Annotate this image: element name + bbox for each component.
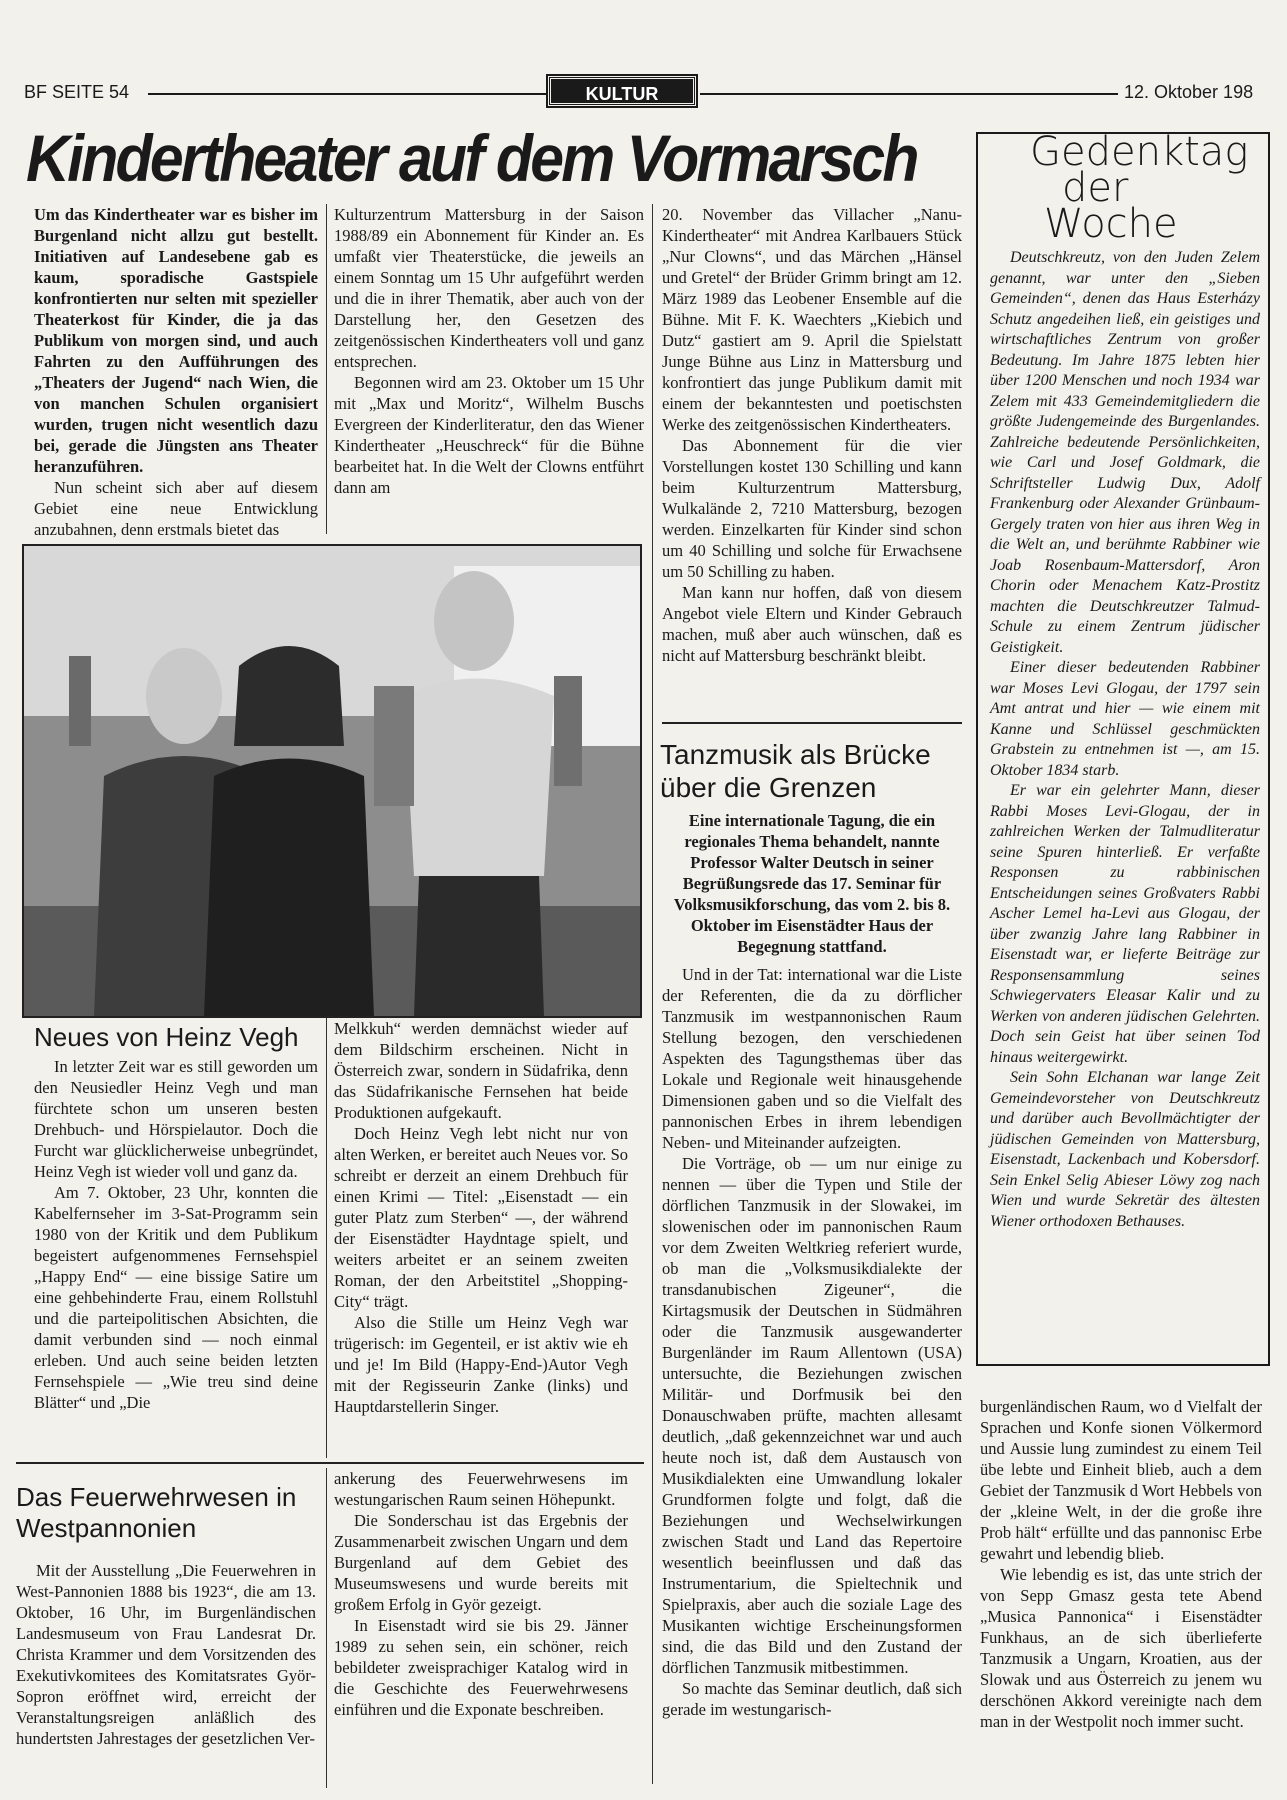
tanz-col1 [662,964,962,1720]
gedenktag-paragraph: Er war ein gelehrter Mann, dieser Rabbi Moses Levi-Glogau, der in zahlreichen Werken der Talmudliteratur seine Spuren hinterließ. Er verfaßte Responsen zu rabbinischen Entscheidungen seines Großvaters Rabbi Ascher Lemel ha-Levi aus Glogau, der über zwanzig Jahre lang Rabbiner in Eisenstadt war, er lieferte Beiträge zur Responsensammlung seines Schwiegervaters Eleasar Kalir und zu Werken von anderen jüdischen Gelehrten. Doch sein Geist hat über seinen Tod hinaus weitergewirkt. [990,782,1260,1066]
photo-illustration [24,546,640,1016]
vegh-paragraph: Also die Stille um Heinz Vegh war trügerisch: im Gegenteil, er ist aktiv wie eh und je! Im Bild (Happy-End-)Autor Vegh mit der Regisseurin Zanke (links) und Hauptdarstellerin Singer. [334,1313,628,1416]
feuerwehr-col1 [16,1560,316,1749]
tanz-paragraph: Die Vorträge, ob — um nur einige zu nennen — über die Typen und Stile der dörflichen Tanzmusik in der Slowakei, im slowenischen oder im pannonischen Raum vor dem Zweiten Weltkrieg referiert wurde, ob man die „Volksmusikdialekte der transdanubischen Zigeuner“, die Kirtagsmusik der Deutschen in Südmähren oder die Tanzmusik ausgewanderter Burgenländer im Raum Allentown (USA) untersuchte, die Beziehungen zwischen Militär- und Dorfmusik bei den Donauschwaben prüfte, machten allesamt deutlich, „daß gekennzeichnet war und auch heute noch ist, daß dem Austausch von Musikdialekten eine Umwandlung lokaler Grundformen folgte und folgt, daß die Beziehungen und Wechselwirkungen zwischen Stadt und Land das Repertoire wesentlich beeinflussen und daß das Instrumentarium, die Spieltechnik und Spielpraxis, aber auch die soziale Lage des Musikanten wichtige Erscheinungsformen sind, die das Bild und den Zustand der dörflichen Tanzmusik mitbestimmen. [662,1154,962,1677]
gedenktag-title-line1: Gedenktag [1030,129,1249,175]
feuerwehr-paragraph: In Eisenstadt wird sie bis 29. Jänner 1989 zu sehen sein, ein schöner, reich bebildeter zweisprachiger Katalog wird in die Geschichte des Feuerwehrwesens einführen und die Exponate beschreiben. [334,1616,628,1719]
vegh-paragraph: Doch Heinz Vegh lebt nicht nur von alten Werken, er bereitet auch Neues vor. So schreibt er derzeit an einem Drehbuch für einen Krimi — Titel: „Eisenstadt — ein guter Platz zum Sterben“ —, der während der Eisenstädter Haydntage spielt, und weiters arbeitet er an seinem zweiten Roman, der den Arbeitstitel „Shopping-City“ trägt. [334,1124,628,1311]
column-rule [326,1468,327,1788]
tanz-lead: Eine internationale Tagung, die ein regionales Thema behandelt, nannte Professor Walter Deutsch in seiner Begrüßungsrede das 17. Seminar für Volksmusikforschung, das vom 2. bis 8. Oktober im Eisenstädter Haus der Begegnung stattfand. [673,811,951,956]
column-rule [652,204,653,1784]
tanz-paragraph: Und in der Tat: international war die Liste der Referenten, die da zu dörflicher Tanzmusik im westpannonischen Raum Stellung bezogen, den verschiedenen Aspekten des Tagungsthemas über das Lokale und Regionale weit hinausgehende Dimensionen gaben und so die Vielfalt des pannonischen Erbes in ihrem lebendigen Neben- und Miteinander aufzeigten. [662,965,962,1152]
tanz-title: Tanzmusik als Brücke über die Grenzen [660,739,931,803]
vegh-paragraph: In letzter Zeit war es still geworden um den Neusiedler Heinz Vegh und man fürchtete schon um unseren besten Drehbuch- und Hörspielautor. Doch die Furcht war glücklicherweise unbegründet, Heinz Vegh ist wieder voll und ganz da. [34,1057,318,1181]
main-article-col1 [34,204,318,540]
tanz-col2 [980,1396,1262,1732]
main-article-lead: Um das Kindertheater war es bisher im Burgenland nicht allzu gut bestellt. Initiativen auf Landesebene gab es kaum, sporadische Gastspiele konfrontierten nur selten mit spezieller Theaterkost für Kinder, die ja das Publikum von morgen sind, und auch Fahrten zu den Aufführungen des „Theaters der Jugend“ nach Wien, die von manchen Schulen organisiert wurden, trugen nicht wesentlich dazu bei, gerade die Jüngsten ans Theater heranzuführen. [34,205,318,476]
article-photo [22,544,642,1018]
header-rule-right [700,93,1118,95]
page-number: BF SEITE 54 [24,82,130,102]
vegh-col2 [334,1018,628,1417]
section-label: KULTUR [548,76,696,106]
tanz-paragraph: burgenländischen Raum, wo d Vielfalt der Sprachen und Konfe sionen Völkermord und Aussie lung zumindest zu einem Teil übe lebte und Einheit blieb, auch a dem Gebiet der Tanzmusik d Wort Hebbels von der „kleine Welt, in der die große ihre Prob hält“ erfüllte und das pannonisc Erbe gewahrt und lebendig blieb. [980,1397,1262,1563]
feuerwehr-title: Das Feuerwehrwesen in Westpannonien [16,1482,297,1543]
vegh-title: Neues von Heinz Vegh [34,1022,299,1052]
main-article-paragraph: 20. November das Villacher „Nanu-Kindertheater“ mit Andrea Karlbauers Stück „Nur Clowns“, und das Märchen „Hänsel und Gretel“ der Brüder Grimm bringt am 12. März 1989 das Leobener Ensemble auf die Bühne. Mit F. K. Waechters „Kiebich und Dutz“ gastiert am 9. April die Spielstatt Junge Bühne aus Linz in Mattersburg und konfrontiert das junge Publikum damit mit einem der bekanntesten und poetischsten Werke des zeitgenössischen Kindertheaters. [662,205,962,434]
column-rule [326,204,327,534]
gedenktag-paragraph: Deutschkreutz, von den Juden Zelem genannt, war unter den „Sieben Gemeinden“, denen das Haus Esterházy Schutz angedeihen ließ, ein geistiges und wirtschaftliches Zentrum von großer Bedeutung. Im Jahre 1875 lebten hier über 1200 Menschen und noch 1934 war Zelem mit 433 Gemeindemitgliedern die größte Judengemeinde des Burgenlandes. Zahlreiche bedeutende Persönlichkeiten, wie Carl und Josef Goldmark, die Schriftsteller Ludwig Dux, Adolf Frankenburg oder Alexander Grünbaum-Gergely traten von hier aus ihren Weg in die Welt an, und berühmte Rabbiner wie Joab Rosenbaum-Mattersdorf, Aron Chorin oder Menachem Katz-Prostitz machten die Deutschkreutzer Talmud-Schule zu einem Zentrum jüdischer Geistigkeit. [990,249,1260,656]
tanz-paragraph: So machte das Seminar deutlich, daß sich gerade im westungarisch- [662,1679,962,1719]
main-article-paragraph: Begonnen wird am 23. Oktober um 15 Uhr mit „Max und Moritz“, Wilhelm Buschs Evergreen der Kinderliteratur, den das Wiener Kindertheater „Heuschreck“ für die Bühne bearbeitet hat. In die Welt der Clowns entführt dann am [334,373,644,497]
tanz-paragraph: Wie lebendig es ist, das unte strich der von Sepp Gmasz gesta tete Abend „Musica Pannonica“ i Eisenstädter Funkhaus, an de sich überlieferte Tanzmusik a Ungarn, Kroatien, aus der Slowak und aus Österreich zu jenem wu derschönen Akkord vereinigte nach dem man in der Westpolit noch immer sucht. [980,1565,1262,1731]
gedenktag-paragraph: Einer dieser bedeutenden Rabbiner war Moses Levi Glogau, der 1797 sein Amt antrat und hier — wie einem mit Kanne und Schlüssel geschmückten Grabstein zu entnehmen ist —, am 15. Oktober 1834 starb. [990,659,1260,779]
vegh-col1 [34,1056,318,1413]
gedenktag-paragraph: Sein Sohn Elchanan war lange Zeit Gemeindevorsteher von Deutschkreutz und darüber auch Bevollmächtigter der jüdischen Gemeinden von Mattersburg, Eisenstadt, Lackenbach und Kobersdorf. Sein Enkel Selig Abieser Löwy zog nach Wien und wurde Sekretär des ältesten Wiener orthodoxen Bethauses. [990,1069,1260,1230]
column-rule [326,1018,327,1458]
gedenktag-title-line3: Woche [1044,201,1178,247]
main-article-paragraph: Das Abonnement für die vier Vorstellungen kostet 130 Schilling und kann beim Kulturzentrum Mattersburg, Wulkalände 2, 7210 Mattersburg, bezogen werden. Einzelkarten für Kinder sind schon um 40 Schilling und solche für Erwachsene um 50 Schilling zu haben. [662,436,962,581]
main-article-paragraph: Nun scheint sich aber auf diesem Gebiet eine neue Entwicklung anzubahnen, denn erstmals bietet das [34,478,318,539]
feuerwehr-paragraph: Mit der Ausstellung „Die Feuerwehren in West-Pannonien 1888 bis 1923“, die am 13. Oktober, 16 Uhr, im Burgenländischen Landesmuseum von Frau Landesrat Dr. Christa Krammer und dem Vorsitzenden des Exekutivkomitees des Komitatsrates Györ-Sopron eröffnet wird, erreicht der Veranstaltungsreigen anläßlich des hundertsten Jahrestages der gesetzlichen Ver- [16,1561,316,1748]
feuerwehr-col2 [334,1468,628,1720]
main-article-paragraph: Kulturzentrum Mattersburg in der Saison 1988/89 ein Abonnement für Kinder an. Es umfaßt vier Theaterstücke, die jeweils an einem Sonntag um 15 Uhr aufgeführt werden und die in ihrer Thematik, aber auch von der Darstellung her, den Gesetzen des zeitgenössischen Kindertheaters voll und ganz entsprechen. [334,205,644,371]
issue-date: 12. Oktober 198 [1124,82,1254,102]
main-article-paragraph: Man kann nur hoffen, daß von diesem Angebot viele Eltern und Kinder Gebrauch machen, muß aber auch wünschen, daß es nicht auf Mattersburg beschränkt bleibt. [662,583,962,665]
feuerwehr-paragraph: Die Sonderschau ist das Ergebnis der Zusammenarbeit zwischen Ungarn und dem Burgenland auf dem Gebiet des Museumswesens und wurde bereits mit großem Erfolg in Györ gezeigt. [334,1511,628,1614]
feuerwehr-paragraph: ankerung des Feuerwehrwesens im westungarischen Raum seinen Höhepunkt. [334,1469,628,1509]
header-rule-left [148,93,546,95]
section-divider [16,1462,644,1464]
vegh-paragraph: Am 7. Oktober, 23 Uhr, konnten die Kabelfernseher im 3-Sat-Programm sein 1980 von der Kritik und dem Publikum begeistert aufgenommenes Fernsehspiel „Happy End“ — eine bissige Satire um eine gehbehinderte Frau, einem Rollstuhl und die parteipolitischen Absichten, die damit verbunden sind — noch einmal erleben. Und auch seine beiden letzten Fernsehspiele — „Wie treu sind deine Blätter“ und „Die [34,1183,318,1412]
main-article-col3 [662,204,962,666]
gedenktag-body [990,248,1260,1232]
gedenktag-title-line2: der [1062,165,1129,211]
section-divider [662,722,962,724]
vegh-paragraph: Melkkuh“ werden demnächst wieder auf dem Bildschirm erscheinen. Nicht in Österreich zwar, sondern in Südafrika, denn das Südafrikanische Fernsehen hat beide Produktionen aufgekauft. [334,1019,628,1122]
main-article-col2 [334,204,644,498]
headline: Kindertheater auf dem Vormarsch [26,121,917,195]
